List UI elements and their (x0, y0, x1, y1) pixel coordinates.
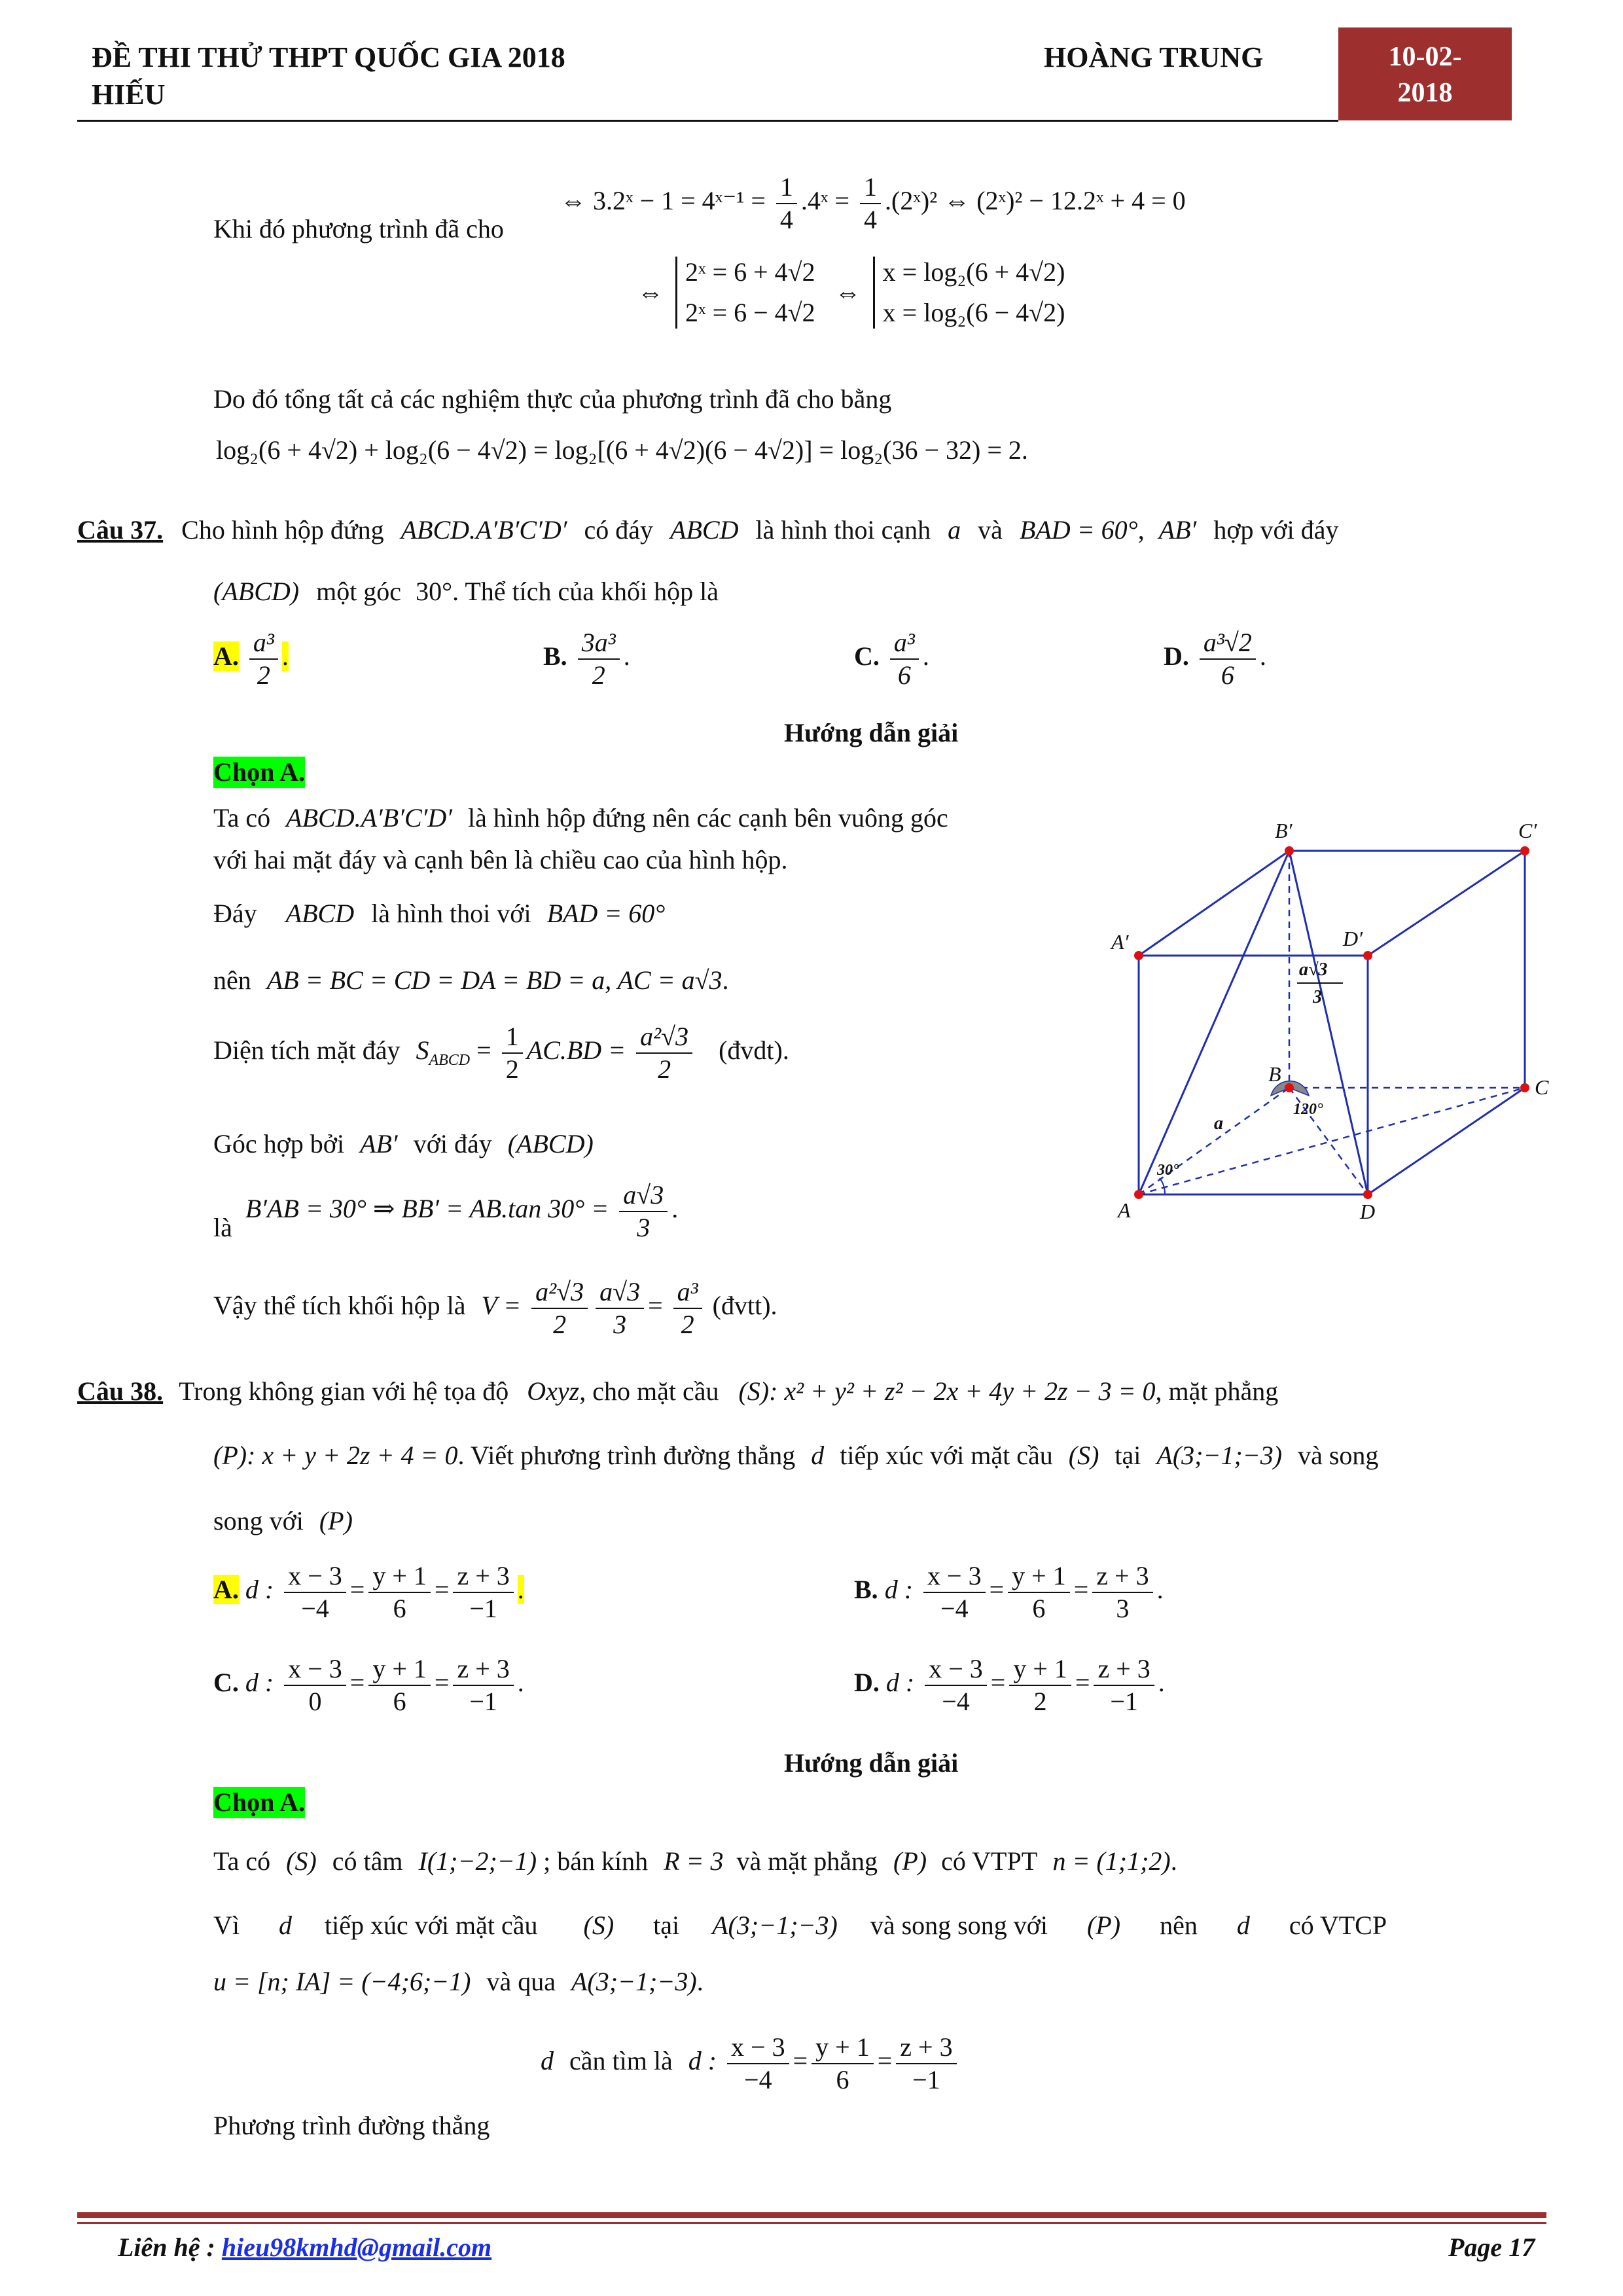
edge-dp-cp (1368, 851, 1525, 956)
q38-choose: Chọn A. (213, 1787, 306, 1817)
q37-sol-1: Ta có ABCD.A′B′C′D′ là hình hộp đứng nên các cạnh bên vuông góc (213, 803, 948, 833)
header-title-line2: HIẾU (92, 79, 166, 111)
label-ap: A′ (1111, 930, 1129, 954)
q38-sol-3: u = [n; IA] = (−4;6;−1) và qua A(3;−1;−3). (213, 1967, 704, 1996)
q38-label: Câu 38. (77, 1376, 164, 1406)
header-title (92, 41, 565, 111)
label-angle-120: 120° (1293, 1101, 1323, 1118)
q37-sol-6: Góc hợp bởi AB′ với đáy (ABCD) (213, 1129, 594, 1158)
q37-label: Câu 37. (77, 515, 164, 545)
q38-stem-line2: (P): x + y + 2z + 4 = 0. Viết phương trình đường thẳng d tiếp xúc với mặt cầu (S) tại A(3;−1;−3) và song (213, 1441, 1379, 1470)
when-label: Khi đó phương trình đã cho (213, 214, 504, 243)
label-dp: D′ (1343, 927, 1363, 950)
edge-a-c (1139, 1088, 1525, 1194)
q37-stem-line2: (ABCD) một góc 30°. Thể tích của khối hộp là (213, 577, 719, 606)
label-edge-a: a (1214, 1113, 1223, 1134)
q37-stem-line1: Câu 37. Cho hình hộp đứng ABCD.A′B′C′D′ có đáy ABCD là hình thoi cạnh a và BAD = 60°, AB′ hợp với đáy (77, 515, 1339, 545)
q37-sol-8: Vậy thể tích khối hộp là V = $\frac{\text{a²√3}}{2}$ $\frac{a√3}{3}$ = $\frac{\text{a³}}{2}$ (đvtt). (213, 1277, 777, 1339)
eq-system: ⇔ 2ˣ = 6 + 4√2 2ˣ = 6 − 4√2 ⇔ x = log₂(6 + 4√2) x = log₂(6 − 4√2) (637, 257, 1065, 327)
edge-bp-d (1289, 851, 1368, 1194)
q38-option-a[interactable]: A. d : $\frac{x - 3}{-4}$ = $\frac{y + 1}{6}$ = $\frac{z + 3}{-1}$ . (213, 1561, 524, 1623)
q37-choose: Chọn A. (213, 757, 306, 787)
footer-page-number: Page 17 (1448, 2233, 1535, 2262)
q38-sol-4: d cần tìm là d : $\frac{x - 3}{-4}$ = $\frac{y + 1}{6}$ = $\frac{z + 3}{-1}$ (541, 2032, 961, 2096)
angle-30-mark (1160, 1178, 1165, 1194)
header-rule (77, 120, 1338, 122)
label-cp: C′ (1518, 819, 1537, 842)
box-figure (1099, 812, 1571, 1230)
q38-sol-2: Vì d tiếp xúc với mặt cầu (S) tại A(3;−1;−3) và song song với (P) nên d có VTCP (213, 1910, 1387, 1940)
q38-option-d[interactable]: D. d : $\frac{x - 3}{-4}$ = $\frac{y + 1}{2}$ = $\frac{z + 3}{-1}$ . (854, 1654, 1165, 1716)
q37-option-d[interactable]: D. $\frac{\text{a³√2}}{6}$ . (1164, 628, 1266, 690)
q37-sol-7: là B′AB = 30° ⇒ BB′ = AB.tan 30° = $\frac{a√3}{3}$ . (213, 1180, 679, 1242)
header-date-line2: 2018 (1397, 77, 1453, 108)
q38-option-b[interactable]: B. d : $\frac{x - 3}{-4}$ = $\frac{y + 1}{6}$ = $\frac{z + 3}{3}$ . (854, 1561, 1164, 1623)
q37-sol-4: nên AB = BC = CD = DA = BD = a, AC = a√3. (213, 965, 729, 995)
eq-line-1: ⇔ 3.2ˣ − 1 = 4ˣ⁻¹ = $\frac{1}{4}$ .4ˣ = $\frac{1}{4}$ .(2ˣ)² ⇔ (2ˣ)² − 12.2ˣ + 4 = 0 (560, 172, 1186, 234)
edge-d-c (1368, 1088, 1525, 1194)
label-angle-30: 30° (1157, 1162, 1179, 1179)
label-bp: B′ (1275, 819, 1293, 842)
sum-label: Do đó tổng tất cả các nghiệm thực của phương trình đã cho bằng (213, 384, 892, 414)
label-a: A (1118, 1198, 1131, 1222)
q38-stem-line3: song với (P) (213, 1506, 353, 1535)
footer-rule-thin (77, 2222, 1546, 2224)
header-author: HOÀNG TRUNG (1044, 41, 1264, 73)
q37-option-a[interactable]: A. $\frac{\text{a³}}{2}$ . (213, 628, 289, 690)
q37-option-c[interactable]: C. $\frac{\text{a³}}{6}$ . (854, 628, 929, 690)
q37-sol-3: Đáy ABCD là hình thoi với BAD = 60° (213, 899, 666, 928)
q38-guide-title: Hướng dẫn giải (784, 1748, 959, 1778)
label-height-den: 3 (1313, 987, 1322, 1007)
header-date (1338, 27, 1512, 120)
q38-option-c[interactable]: C. d : $\frac{x - 3}{0}$ = $\frac{y + 1}{6}$ = $\frac{z + 3}{-1}$ . (213, 1654, 524, 1716)
q38-sol-1: Ta có (S) có tâm I(1;−2;−1) ; bán kính R = 3 và mặt phẳng (P) có VTPT n = (1;1;2). (213, 1846, 1177, 1876)
footer-rule-thick (77, 2212, 1546, 2218)
label-d: D (1360, 1200, 1376, 1223)
q38-sol-5: Phương trình đường thẳng (213, 2111, 490, 2140)
q37-sol-5: Diện tích mặt đáy $S_{ABCD}$ = $\frac{1}{2}$ AC.BD = $\frac{\text{a²√3}}{2}$ (đvdt). (213, 1022, 789, 1084)
header-title-line1: ĐỀ THI THỬ THPT QUỐC GIA 2018 (92, 41, 565, 73)
footer-email-link[interactable]: hieu98kmhd@gmail.com (221, 2233, 492, 2262)
sum-equation: log₂(6 + 4√2) + log₂(6 − 4√2) = log₂[(6 + 4√2)(6 − 4√2)] = log₂(36 − 32) = 2. (216, 435, 1028, 465)
q37-guide-title: Hướng dẫn giải (784, 718, 959, 747)
footer-contact-label: Liên hệ : (118, 2233, 215, 2262)
label-height-num: a√3 (1299, 960, 1328, 980)
q37-option-b[interactable]: B. $\frac{\text{3a³}}{2}$ . (543, 628, 630, 690)
q38-stem-line1: Câu 38. Trong không gian với hệ tọa độ Oxyz, cho mặt cầu (S): x² + y² + z² − 2x + 4y + 2z − 3 = 0, mặt phẳng (77, 1376, 1279, 1406)
q37-sol-2: với hai mặt đáy và cạnh bên là chiều cao của hình hộp. (213, 845, 788, 874)
footer-contact (118, 2232, 491, 2263)
header-date-line1: 10-02- (1388, 42, 1462, 72)
label-b: B (1268, 1062, 1281, 1086)
label-c: C (1535, 1075, 1549, 1099)
